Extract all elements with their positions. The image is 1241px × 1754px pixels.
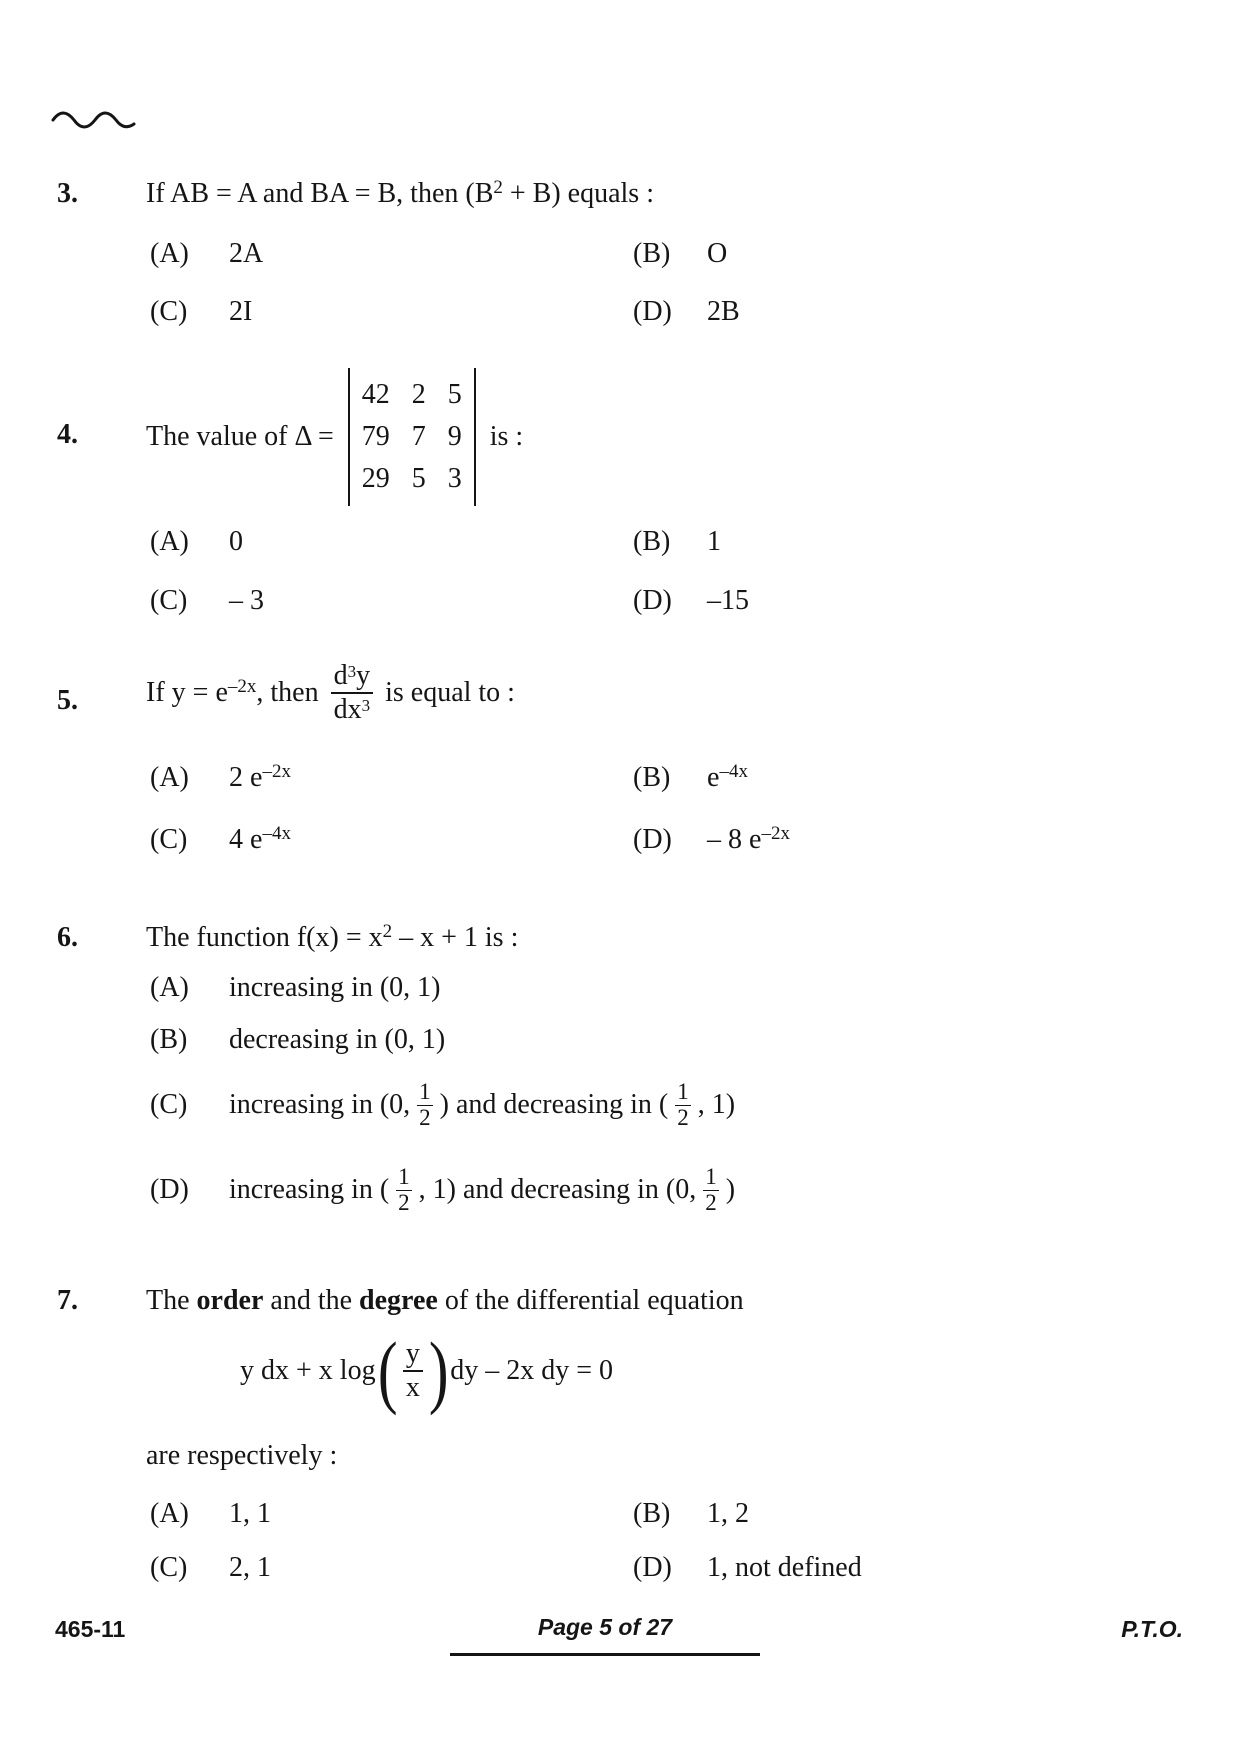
fraction-y-over-x xyxy=(403,1338,423,1404)
equation-left: y dx + x log xyxy=(240,1355,376,1386)
option-value: 0 xyxy=(229,526,243,557)
fraction-numerator xyxy=(331,660,374,692)
question-7-text-part: and the xyxy=(263,1285,360,1316)
option-label: (A) xyxy=(150,762,189,793)
question-7-text-part: The xyxy=(146,1285,197,1316)
option-label: (C) xyxy=(150,824,188,855)
question-4-number: 4. xyxy=(57,419,78,450)
option-label: (D) xyxy=(633,1552,672,1583)
fraction-denominator xyxy=(331,692,374,726)
option-label: (A) xyxy=(150,1498,189,1529)
option-label: (C) xyxy=(150,1089,188,1120)
fraction-denominator: x xyxy=(403,1370,423,1404)
question-7-options-row-1 xyxy=(0,1496,1241,1536)
fraction-numerator: y xyxy=(405,1337,420,1369)
question-6-number: 6. xyxy=(57,922,78,953)
option-base: – 8 e xyxy=(707,824,762,855)
question-6-text-post: – x + 1 is : xyxy=(392,922,519,953)
option-label: (D) xyxy=(633,585,672,616)
option-value: decreasing in (0, 1) xyxy=(229,1024,446,1055)
option-value: increasing in (0, 1) xyxy=(229,972,441,1003)
fraction-numerator: 1 xyxy=(677,1078,689,1104)
option-label: (B) xyxy=(150,1024,188,1055)
option-label: (B) xyxy=(633,238,671,269)
question-4-text-pre: The value of Δ = xyxy=(146,421,334,452)
question-3-number: 3. xyxy=(57,178,78,209)
option-exponent: –2x xyxy=(761,823,790,844)
question-7-text xyxy=(146,1283,744,1319)
question-5-options-row-2 xyxy=(0,822,1241,862)
question-5-text-post: is equal to : xyxy=(385,677,515,709)
question-7-equation: y dx + x log ( $\frac{y}{x}$ ) dy – 2x dy = 0 xyxy=(240,1325,613,1416)
question-6-text-pre: The function f(x) = x xyxy=(146,922,383,953)
question-6-option-b xyxy=(0,1022,1241,1062)
question-5-statement xyxy=(146,660,515,726)
option-base: 2 e xyxy=(229,762,263,793)
fraction-one-half xyxy=(703,1165,719,1216)
question-3-options-row-2 xyxy=(0,294,1241,334)
frac-num-y: y xyxy=(356,660,371,691)
fraction-denominator: 2 xyxy=(705,1189,717,1215)
fraction-numerator: 1 xyxy=(705,1163,717,1189)
question-3-text xyxy=(146,176,654,212)
question-7-options-row-2 xyxy=(0,1550,1241,1590)
question-5-options-row-1 xyxy=(0,760,1241,800)
question-3-options-row-1 xyxy=(0,236,1241,276)
option-value: 1, 1 xyxy=(229,1498,271,1529)
determinant-matrix xyxy=(350,368,474,506)
question-5-text-mid: , then xyxy=(256,677,319,709)
question-7-bold-order: order xyxy=(196,1285,264,1316)
matrix-cell: 42 xyxy=(361,379,390,410)
option-label: (A) xyxy=(150,972,189,1003)
option-label: (C) xyxy=(150,296,188,327)
fraction-denominator: 2 xyxy=(419,1104,431,1130)
option-label: (D) xyxy=(150,1174,189,1205)
matrix-cell: 5 xyxy=(447,379,462,410)
option-exponent: –4x xyxy=(262,823,291,844)
determinant xyxy=(348,368,476,506)
question-6-option-a xyxy=(0,970,1241,1010)
option-value: 2, 1 xyxy=(229,1552,271,1583)
fraction-d3y-dx3 xyxy=(331,660,374,726)
option-value: –15 xyxy=(707,585,749,616)
option-value xyxy=(707,760,748,796)
option-text: increasing in (0, xyxy=(229,1089,411,1120)
question-6-text xyxy=(146,920,518,956)
matrix-cell: 5 xyxy=(411,463,426,494)
fraction-one-half xyxy=(396,1165,412,1216)
option-value: 2I xyxy=(229,296,253,327)
option-label: (B) xyxy=(633,526,671,557)
matrix-cell: 7 xyxy=(411,421,426,452)
option-value: 2B xyxy=(707,296,740,327)
option-value xyxy=(229,1158,735,1222)
option-text: ) xyxy=(725,1174,736,1205)
pto-label: P.T.O. xyxy=(1121,1616,1183,1642)
squiggle-mark xyxy=(50,103,150,135)
option-text: increasing in ( xyxy=(229,1174,390,1205)
frac-num-d: d xyxy=(333,660,348,691)
question-3-text-post: + B) equals : xyxy=(502,178,654,209)
option-label: (A) xyxy=(150,238,189,269)
question-7-are-respectively: are respectively : xyxy=(146,1440,338,1471)
option-label: (B) xyxy=(633,762,671,793)
option-value: 1 xyxy=(707,526,721,557)
question-4-options-row-2 xyxy=(0,583,1241,623)
fraction-denominator: 2 xyxy=(398,1189,410,1215)
question-5-text xyxy=(146,677,319,709)
option-value xyxy=(229,822,291,858)
determinant-bar-right xyxy=(474,368,476,506)
fraction-one-half xyxy=(675,1080,691,1131)
matrix-cell: 29 xyxy=(361,463,390,494)
fraction-numerator: 1 xyxy=(398,1163,410,1189)
option-text: ) and decreasing in ( xyxy=(439,1089,669,1120)
paper-code: 465-11 xyxy=(55,1616,126,1642)
question-6-option-c xyxy=(0,1073,1241,1137)
matrix-cell: 2 xyxy=(411,379,426,410)
option-value xyxy=(707,822,790,858)
question-5-number: 5. xyxy=(57,685,78,716)
option-label: (A) xyxy=(150,526,189,557)
question-3-exponent: 2 xyxy=(493,177,503,198)
option-value xyxy=(229,760,291,796)
option-value xyxy=(229,1073,735,1137)
option-exponent: –2x xyxy=(262,761,291,782)
option-base: e xyxy=(707,762,720,793)
option-text: , 1) and decreasing in (0, xyxy=(418,1174,697,1205)
option-label: (D) xyxy=(633,824,672,855)
option-value: – 3 xyxy=(229,585,264,616)
matrix-cell: 9 xyxy=(447,421,462,452)
frac-den-dx: dx xyxy=(333,694,362,726)
option-exponent: –4x xyxy=(719,761,748,782)
option-text: , 1) xyxy=(697,1089,736,1120)
fraction-denominator: 2 xyxy=(677,1104,689,1130)
frac-num-sup: 3 xyxy=(347,662,357,681)
option-label: (C) xyxy=(150,1552,188,1583)
question-3-text-pre: If AB = A and BA = B, then (B xyxy=(146,178,494,209)
option-label: (B) xyxy=(633,1498,671,1529)
fraction-one-half xyxy=(417,1080,433,1131)
question-7-bold-degree: degree xyxy=(359,1285,438,1316)
page-number: Page 5 of 27 xyxy=(537,1614,673,1640)
option-value: 1, not defined xyxy=(707,1552,862,1583)
frac-den-sup: 3 xyxy=(361,696,371,716)
equation-right: dy – 2x dy = 0 xyxy=(450,1355,613,1386)
matrix-cell: 3 xyxy=(447,463,462,494)
question-7-text-part: of the differential equation xyxy=(437,1285,744,1316)
matrix-cell: 79 xyxy=(361,421,390,452)
page-number-underline xyxy=(450,1653,760,1656)
question-6-exponent: 2 xyxy=(382,921,393,942)
option-label: (C) xyxy=(150,585,188,616)
question-7-number: 7. xyxy=(57,1285,78,1316)
question-5-exponent: –2x xyxy=(227,676,257,698)
option-value: 1, 2 xyxy=(707,1498,749,1529)
option-value: O xyxy=(707,238,728,269)
option-label: (D) xyxy=(633,296,672,327)
option-base: 4 e xyxy=(229,824,263,855)
question-5-text-pre: If y = e xyxy=(146,677,228,709)
option-value: 2A xyxy=(229,238,264,269)
fraction-numerator: 1 xyxy=(419,1078,431,1104)
question-4-text-post: is : xyxy=(489,421,524,452)
question-4-options-row-1 xyxy=(0,524,1241,564)
question-6-option-d xyxy=(0,1158,1241,1222)
question-4-statement xyxy=(146,368,523,506)
